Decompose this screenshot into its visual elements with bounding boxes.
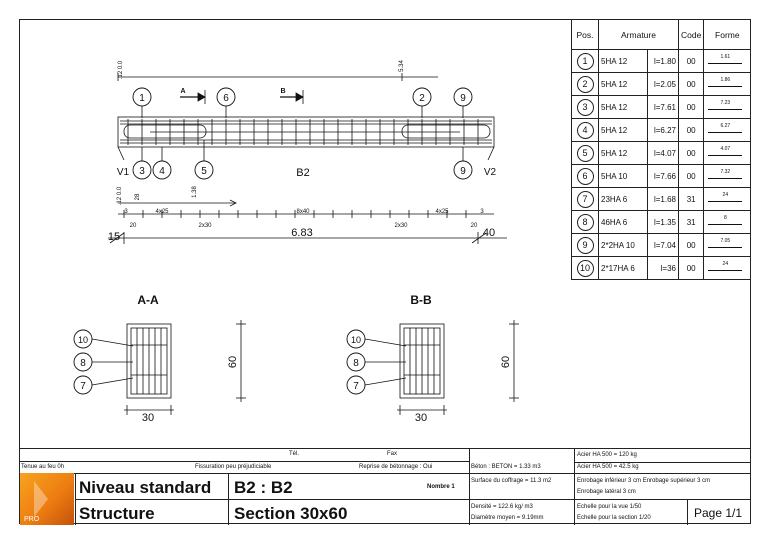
logo-text: PRO — [24, 516, 40, 523]
code-cell: 00 — [679, 165, 704, 188]
shape-length: 7.23 — [720, 100, 731, 106]
length-cell: l=1.35 — [648, 211, 679, 234]
fire-rating: Tenue au feu 0h — [21, 464, 65, 470]
table-row — [572, 73, 751, 96]
fax-label: Fax — [387, 451, 398, 457]
shape-length: 1.86 — [720, 77, 731, 83]
shape-cell — [704, 50, 751, 73]
callout-label: 9 — [460, 166, 466, 177]
sub-dimension: 3 — [124, 209, 128, 215]
formwork-surface: Surface du coffrage = 11.3 m2 — [471, 478, 552, 484]
section-a-width: 30 — [141, 412, 155, 424]
bar-cell: 5HA 10 — [599, 165, 648, 188]
spacing-label: 8x40 — [296, 209, 310, 215]
bar-cell: 5HA 12 — [599, 50, 648, 73]
bar-shape-icon — [706, 169, 744, 181]
pos-circle: 7 — [577, 191, 594, 208]
code-cell: 00 — [679, 50, 704, 73]
shape-length: 8 — [723, 215, 727, 221]
support-left-label: V1 — [116, 167, 130, 178]
callout-label: 3 — [139, 166, 145, 177]
density: Densité = 122.6 kg/ m3 — [471, 504, 533, 510]
shape-cell — [704, 142, 751, 165]
bar-shape-icon — [706, 123, 744, 135]
header-forme: Forme — [704, 20, 751, 50]
callout-label: 9 — [460, 93, 466, 104]
callout-label: 4 — [159, 166, 165, 177]
table-row — [572, 142, 751, 165]
bar-cell: 5HA 12 — [599, 73, 648, 96]
shape-cell — [704, 165, 751, 188]
pos-circle: 4 — [577, 122, 594, 139]
dimension-lower: 28 — [135, 193, 141, 201]
pos-cell — [572, 142, 599, 165]
callout-label: 1 — [139, 93, 145, 104]
length-cell: l=36 — [648, 257, 679, 280]
page-number: Page 1/1 — [694, 506, 743, 520]
callout-label: 10 — [350, 335, 362, 345]
sub-dimension: 3 — [480, 209, 484, 215]
callout-label: 8 — [353, 358, 359, 369]
bar-shape-icon — [706, 215, 744, 227]
shape-cell — [704, 73, 751, 96]
pos-cell — [572, 96, 599, 119]
shape-length: 24 — [722, 261, 729, 267]
support-right — [488, 147, 494, 160]
pos-cell — [572, 73, 599, 96]
length-cell: l=7.61 — [648, 96, 679, 119]
callout-label: 8 — [80, 358, 86, 369]
shape-cell — [704, 119, 751, 142]
bar-cell: 5HA 12 — [599, 142, 648, 165]
pos-cell — [572, 211, 599, 234]
table-row — [572, 188, 751, 211]
shape-length: 1.61 — [720, 54, 731, 60]
shape-cell — [704, 211, 751, 234]
table-row — [572, 165, 751, 188]
length-cell: l=1.80 — [648, 50, 679, 73]
code-cell: 00 — [679, 119, 704, 142]
construction-joint: Reprise de bétonnage : Oui — [359, 464, 433, 470]
pos-circle: 2 — [577, 76, 594, 93]
bar-cell: 23HA 6 — [599, 188, 648, 211]
pos-cell — [572, 234, 599, 257]
pos-circle: 9 — [577, 237, 594, 254]
sub-dimension: 2x30 — [394, 223, 408, 229]
bar-cell: 46HA 6 — [599, 211, 648, 234]
drawing-title-lot: Structure — [79, 504, 155, 523]
code-cell: 00 — [679, 96, 704, 119]
pos-cell — [572, 165, 599, 188]
section-a-height: 60 — [227, 355, 239, 369]
right-overhang: 40 — [482, 227, 496, 239]
table-row — [572, 50, 751, 73]
drawing-title-level: Niveau standard — [79, 478, 212, 497]
shape-cell — [704, 188, 751, 211]
tel-label: Tél. — [289, 451, 300, 457]
total-length: 6.83 — [291, 227, 313, 239]
bar-shape-icon — [706, 192, 744, 204]
title-block — [19, 448, 751, 525]
header-pos: Pos. — [572, 20, 599, 50]
length-cell: l=7.66 — [648, 165, 679, 188]
support-right-label: V2 — [483, 167, 497, 178]
header-armature: Armature — [599, 20, 679, 50]
pos-cell — [572, 50, 599, 73]
length-cell: l=4.07 — [648, 142, 679, 165]
shape-length: 7.32 — [720, 169, 731, 175]
pos-circle: 3 — [577, 99, 594, 116]
spacing-label: 4x25 — [155, 209, 169, 215]
mean-diameter: Diamètre moyen = 9.19mm — [471, 515, 544, 521]
shape-cell — [704, 257, 751, 280]
shape-length: 4.07 — [720, 146, 731, 152]
shape-length: 7.05 — [720, 238, 731, 244]
section-b-width: 30 — [414, 412, 428, 424]
callout-label: 6 — [223, 93, 229, 104]
left-overhang: 15 — [107, 231, 121, 243]
reinforcement-table — [571, 19, 751, 280]
bar-shape-icon — [706, 261, 744, 273]
dimension-top-right: 5.34 — [399, 60, 405, 72]
length-cell: l=2.05 — [648, 73, 679, 96]
bar-shape-icon — [706, 54, 744, 66]
shape-length: 24 — [722, 192, 729, 198]
support-left — [118, 147, 124, 160]
dimension-lower: 1.38 — [192, 186, 198, 198]
pos-circle: 5 — [577, 145, 594, 162]
shape-length: 6.27 — [720, 123, 731, 129]
bar-cell: 5HA 12 — [599, 119, 648, 142]
pos-circle: 1 — [577, 53, 594, 70]
reinforcement-table-body — [572, 50, 751, 280]
length-cell: l=7.04 — [648, 234, 679, 257]
pos-circle: 6 — [577, 168, 594, 185]
callout-label: 10 — [77, 335, 89, 345]
section-a-title: A-A — [137, 293, 159, 307]
pos-circle: 10 — [577, 260, 594, 277]
steel-weight-1: Acier HA 500 = 120 kg — [577, 452, 637, 458]
view-scale: Echelle pour la vue 1/50 — [577, 504, 642, 510]
pos-cell — [572, 188, 599, 211]
code-cell: 00 — [679, 142, 704, 165]
dimension-top-left: .12 0.0 — [118, 60, 124, 80]
shape-cell — [704, 234, 751, 257]
code-cell: 00 — [679, 257, 704, 280]
shape-cell — [704, 96, 751, 119]
beam-name: B2 — [296, 167, 310, 179]
dimension-lower: .12 0.0 — [117, 186, 123, 206]
cracking: Fissuration peu préjudiciable — [195, 464, 272, 470]
count: Nombre 1 — [427, 484, 455, 490]
section-b-title: B-B — [410, 293, 432, 307]
section-arrow-b-label: B — [280, 88, 286, 95]
bar-shape-icon — [706, 100, 744, 112]
pos-circle: 8 — [577, 214, 594, 231]
table-row — [572, 119, 751, 142]
bar-cell: 5HA 12 — [599, 96, 648, 119]
spacing-label: 4x25 — [435, 209, 449, 215]
sub-dimension: 20 — [129, 223, 137, 229]
table-row — [572, 96, 751, 119]
cover-side: Enrobage latéral 3 cm — [577, 489, 636, 495]
bar-shape-icon — [706, 146, 744, 158]
code-cell: 31 — [679, 188, 704, 211]
table-row — [572, 211, 751, 234]
pos-cell — [572, 257, 599, 280]
callout-label: 7 — [80, 381, 86, 392]
bar-cell: 2*2HA 10 — [599, 234, 648, 257]
pos-cell — [572, 119, 599, 142]
bar-cell: 2*17HA 6 — [599, 257, 648, 280]
length-cell: l=6.27 — [648, 119, 679, 142]
code-cell: 00 — [679, 73, 704, 96]
code-cell: 00 — [679, 234, 704, 257]
sub-dimension: 20 — [470, 223, 478, 229]
section-reference: Section 30x60 — [234, 504, 348, 523]
section-scale: Echelle pour la section 1/20 — [577, 515, 651, 521]
section-arrow-a-label: A — [180, 88, 186, 95]
table-row — [572, 234, 751, 257]
cover-top-bottom: Enrobage inférieur 3 cm Enrobage supérieur 3 cm — [577, 478, 711, 484]
software-logo — [20, 473, 74, 525]
table-row — [572, 257, 751, 280]
length-cell: l=1.68 — [648, 188, 679, 211]
callout-label: 5 — [201, 166, 207, 177]
header-code: Code — [679, 20, 704, 50]
steel-weight-2: Acier HA 500 = 42.5 kg — [577, 464, 639, 470]
concrete-volume: Béton : BETON = 1.33 m3 — [471, 464, 541, 470]
callout-label: 7 — [353, 381, 359, 392]
bar-shape-icon — [706, 77, 744, 89]
element-reference: B2 : B2 — [234, 478, 293, 497]
code-cell: 31 — [679, 211, 704, 234]
bar-shape-icon — [706, 238, 744, 250]
sub-dimension: 2x30 — [198, 223, 212, 229]
callout-label: 2 — [419, 93, 425, 104]
section-b-height: 60 — [500, 355, 512, 369]
